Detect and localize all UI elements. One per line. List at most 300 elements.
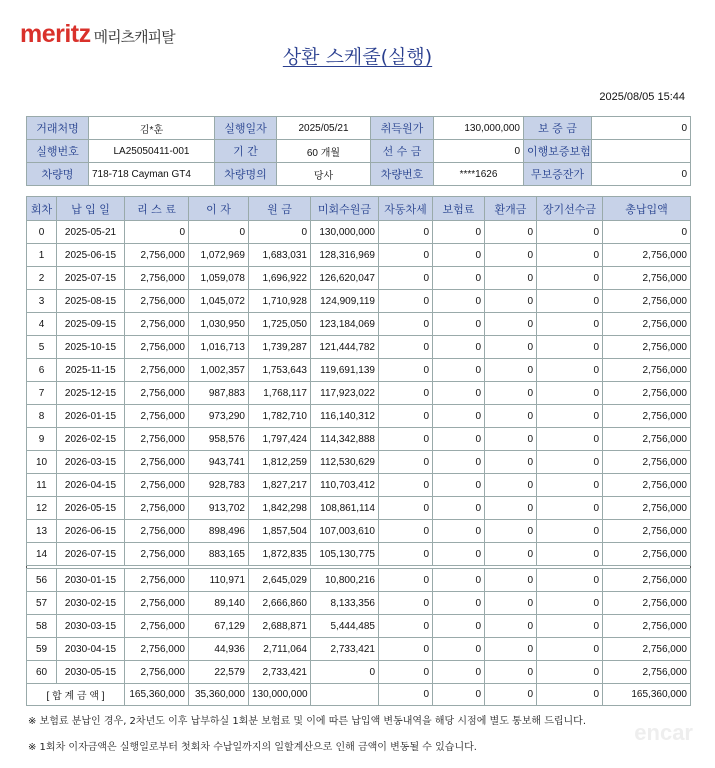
- table-cell: 0: [433, 290, 485, 313]
- table-cell: 1,768,117: [249, 382, 311, 405]
- table-cell: 112,530,629: [311, 451, 379, 474]
- table-row: [27, 428, 691, 451]
- table-cell: 130,000,000: [311, 221, 379, 244]
- table-cell: 108,861,114: [311, 497, 379, 520]
- table-cell: 2026-06-15: [57, 520, 125, 543]
- table-cell: 5,444,485: [311, 615, 379, 638]
- column-header: 장기선수금: [537, 197, 603, 221]
- table-cell: 1,782,710: [249, 405, 311, 428]
- table-cell: 943,741: [189, 451, 249, 474]
- table-cell: 0: [433, 267, 485, 290]
- residual-value: 0: [592, 163, 691, 186]
- info-row: [27, 163, 691, 186]
- table-cell: 0: [433, 244, 485, 267]
- table-cell: 114,342,888: [311, 428, 379, 451]
- table-cell: 0: [433, 221, 485, 244]
- table-cell: 2025-10-15: [57, 336, 125, 359]
- client-label: 거래처명: [27, 117, 89, 140]
- table-cell: 0: [379, 244, 433, 267]
- table-cell: 0: [379, 543, 433, 566]
- exec-date-label: 실행일자: [215, 117, 277, 140]
- table-cell: 58: [27, 615, 57, 638]
- column-header: 자동차세: [379, 197, 433, 221]
- table-cell: 0: [485, 497, 537, 520]
- table-cell: 1,696,922: [249, 267, 311, 290]
- column-header: 환개금: [485, 197, 537, 221]
- table-cell: 5: [27, 336, 57, 359]
- table-cell: 2,756,000: [125, 543, 189, 566]
- period-label: 기 간: [215, 140, 277, 163]
- table-cell: 0: [379, 221, 433, 244]
- table-cell: 110,703,412: [311, 474, 379, 497]
- table-cell: 3: [27, 290, 57, 313]
- table-cell: 0: [433, 520, 485, 543]
- table-cell: 12: [27, 497, 57, 520]
- table-cell: 2,756,000: [603, 336, 691, 359]
- table-cell: 2,756,000: [603, 359, 691, 382]
- table-cell: 958,576: [189, 428, 249, 451]
- table-cell: 2,756,000: [603, 569, 691, 592]
- table-cell: 973,290: [189, 405, 249, 428]
- table-row: [27, 359, 691, 382]
- table-cell: 2030-02-15: [57, 592, 125, 615]
- table-cell: 56: [27, 569, 57, 592]
- table-cell: 0: [379, 661, 433, 684]
- table-cell: 10: [27, 451, 57, 474]
- column-header: 이 자: [189, 197, 249, 221]
- table-cell: 126,620,047: [311, 267, 379, 290]
- table-cell: 0: [125, 221, 189, 244]
- table-cell: 2026-03-15: [57, 451, 125, 474]
- table-cell: 2025-12-15: [57, 382, 125, 405]
- table-row: [27, 405, 691, 428]
- total-cell: 35,360,000: [189, 684, 249, 706]
- table-row: [27, 267, 691, 290]
- table-cell: 1,725,050: [249, 313, 311, 336]
- table-cell: 2: [27, 267, 57, 290]
- table-cell: 2,756,000: [125, 474, 189, 497]
- table-cell: 0: [485, 474, 537, 497]
- table-cell: 0: [485, 244, 537, 267]
- table-cell: 1,045,072: [189, 290, 249, 313]
- table-cell: 0: [433, 569, 485, 592]
- table-cell: 2030-03-15: [57, 615, 125, 638]
- table-cell: 2025-07-15: [57, 267, 125, 290]
- table-cell: 0: [433, 543, 485, 566]
- table-cell: 0: [379, 405, 433, 428]
- column-header: 원 금: [249, 197, 311, 221]
- table-cell: 1,710,928: [249, 290, 311, 313]
- total-cell: 165,360,000: [603, 684, 691, 706]
- table-cell: 0: [537, 661, 603, 684]
- table-cell: 1,683,031: [249, 244, 311, 267]
- table-cell: 0: [433, 474, 485, 497]
- car-name-label: 차량명: [27, 163, 89, 186]
- table-cell: 2026-04-15: [57, 474, 125, 497]
- table-cell: 2,645,029: [249, 569, 311, 592]
- table-cell: 57: [27, 592, 57, 615]
- car-no-value: ****1626: [434, 163, 524, 186]
- table-row: [27, 451, 691, 474]
- table-cell: 2,756,000: [125, 451, 189, 474]
- schedule-body: [27, 221, 691, 706]
- exec-no-value: LA25050411-001: [89, 140, 215, 163]
- table-cell: 2,756,000: [125, 336, 189, 359]
- table-cell: 14: [27, 543, 57, 566]
- table-cell: 119,691,139: [311, 359, 379, 382]
- table-cell: 2,733,421: [311, 638, 379, 661]
- table-cell: 0: [485, 221, 537, 244]
- table-row: [27, 474, 691, 497]
- total-label: [ 합 계 금 액 ]: [27, 684, 125, 706]
- table-cell: 2,756,000: [125, 267, 189, 290]
- table-cell: 883,165: [189, 543, 249, 566]
- table-cell: 0: [189, 221, 249, 244]
- table-cell: 0: [249, 221, 311, 244]
- table-cell: 0: [379, 497, 433, 520]
- exec-no-label: 실행번호: [27, 140, 89, 163]
- table-row: [27, 661, 691, 684]
- client-value: 김*훈: [89, 117, 215, 140]
- table-row: [27, 615, 691, 638]
- car-owner-label: 차량명의: [215, 163, 277, 186]
- table-cell: 0: [537, 244, 603, 267]
- table-cell: 2,756,000: [603, 543, 691, 566]
- table-cell: 898,496: [189, 520, 249, 543]
- table-cell: 0: [433, 359, 485, 382]
- column-header: 총납입액: [603, 197, 691, 221]
- table-cell: 0: [485, 336, 537, 359]
- table-cell: 0: [485, 451, 537, 474]
- table-cell: 4: [27, 313, 57, 336]
- table-cell: 0: [311, 661, 379, 684]
- table-cell: 0: [433, 497, 485, 520]
- table-cell: 0: [379, 592, 433, 615]
- prepay-label: 선 수 금: [371, 140, 434, 163]
- table-cell: 2,756,000: [125, 313, 189, 336]
- table-cell: 0: [379, 569, 433, 592]
- table-cell: 1,030,950: [189, 313, 249, 336]
- acq-price-label: 취득원가: [371, 117, 434, 140]
- table-cell: 59: [27, 638, 57, 661]
- table-cell: 0: [485, 290, 537, 313]
- table-cell: 6: [27, 359, 57, 382]
- info-row: [27, 140, 691, 163]
- table-cell: 67,129: [189, 615, 249, 638]
- table-cell: 0: [433, 313, 485, 336]
- table-row: [27, 497, 691, 520]
- table-cell: 2,756,000: [125, 615, 189, 638]
- table-cell: 0: [537, 290, 603, 313]
- prepay-value: 0: [434, 140, 524, 163]
- table-cell: 2,756,000: [125, 244, 189, 267]
- table-cell: 2026-07-15: [57, 543, 125, 566]
- table-cell: 0: [379, 336, 433, 359]
- total-cell: [311, 684, 379, 706]
- page-title: 상환 스케줄(실행): [282, 46, 433, 68]
- table-cell: 1,059,078: [189, 267, 249, 290]
- table-cell: 117,923,022: [311, 382, 379, 405]
- total-cell: 0: [433, 684, 485, 706]
- table-cell: 0: [485, 661, 537, 684]
- table-cell: 2,711,064: [249, 638, 311, 661]
- table-cell: 123,184,069: [311, 313, 379, 336]
- table-cell: 0: [537, 451, 603, 474]
- table-cell: 2030-01-15: [57, 569, 125, 592]
- table-cell: 105,130,775: [311, 543, 379, 566]
- table-cell: 2,756,000: [125, 382, 189, 405]
- table-cell: 2025-06-15: [57, 244, 125, 267]
- table-row: [27, 244, 691, 267]
- table-cell: 0: [433, 451, 485, 474]
- table-cell: 0: [379, 520, 433, 543]
- table-cell: 124,909,119: [311, 290, 379, 313]
- table-row: [27, 290, 691, 313]
- table-cell: 0: [537, 569, 603, 592]
- table-cell: 2,756,000: [125, 405, 189, 428]
- table-cell: 2,756,000: [603, 520, 691, 543]
- total-cell: 165,360,000: [125, 684, 189, 706]
- table-cell: 928,783: [189, 474, 249, 497]
- table-cell: 10,800,216: [311, 569, 379, 592]
- table-cell: 2,733,421: [249, 661, 311, 684]
- table-cell: 0: [485, 520, 537, 543]
- table-cell: 0: [27, 221, 57, 244]
- table-cell: 0: [537, 497, 603, 520]
- table-cell: 2,756,000: [603, 451, 691, 474]
- table-cell: 121,444,782: [311, 336, 379, 359]
- residual-label: 무보증잔가: [524, 163, 592, 186]
- logo-text-ko: 메리츠캐피탈: [93, 28, 175, 46]
- table-cell: 2,756,000: [125, 638, 189, 661]
- table-cell: 0: [379, 313, 433, 336]
- contract-info-table: [26, 116, 691, 186]
- total-cell: 130,000,000: [249, 684, 311, 706]
- table-cell: 2025-05-21: [57, 221, 125, 244]
- table-cell: 2025-08-15: [57, 290, 125, 313]
- table-cell: 1: [27, 244, 57, 267]
- info-row: [27, 117, 691, 140]
- table-cell: 0: [485, 638, 537, 661]
- table-cell: 2,756,000: [603, 382, 691, 405]
- table-cell: 2,666,860: [249, 592, 311, 615]
- table-cell: 0: [379, 382, 433, 405]
- deposit-value: 0: [592, 117, 691, 140]
- table-cell: 2026-01-15: [57, 405, 125, 428]
- table-cell: 0: [379, 428, 433, 451]
- table-cell: 1,842,298: [249, 497, 311, 520]
- table-cell: 0: [485, 615, 537, 638]
- table-cell: 0: [379, 359, 433, 382]
- table-cell: 2,756,000: [603, 638, 691, 661]
- table-cell: 0: [537, 313, 603, 336]
- table-cell: 0: [537, 336, 603, 359]
- table-cell: 0: [485, 592, 537, 615]
- table-cell: 116,140,312: [311, 405, 379, 428]
- table-row: [27, 569, 691, 592]
- table-cell: 2030-05-15: [57, 661, 125, 684]
- table-cell: 0: [537, 615, 603, 638]
- table-cell: 0: [485, 382, 537, 405]
- table-row: [27, 313, 691, 336]
- table-cell: 2,756,000: [603, 290, 691, 313]
- table-cell: 0: [379, 290, 433, 313]
- total-cell: 0: [537, 684, 603, 706]
- table-cell: 2,756,000: [603, 661, 691, 684]
- table-cell: 2,756,000: [125, 359, 189, 382]
- table-cell: 0: [433, 592, 485, 615]
- table-cell: 128,316,969: [311, 244, 379, 267]
- table-row: [27, 382, 691, 405]
- table-cell: 0: [485, 267, 537, 290]
- table-cell: 2026-02-15: [57, 428, 125, 451]
- table-cell: 0: [537, 382, 603, 405]
- column-header: 리 스 료: [125, 197, 189, 221]
- table-cell: 2,756,000: [125, 428, 189, 451]
- table-cell: 2,756,000: [603, 405, 691, 428]
- column-header: 납 입 일: [57, 197, 125, 221]
- car-name-value: 718-718 Cayman GT4: [89, 163, 215, 186]
- table-cell: 60: [27, 661, 57, 684]
- table-cell: 89,140: [189, 592, 249, 615]
- table-cell: 110,971: [189, 569, 249, 592]
- table-cell: 1,739,287: [249, 336, 311, 359]
- table-cell: 2,756,000: [125, 592, 189, 615]
- table-cell: 0: [537, 267, 603, 290]
- table-cell: 0: [379, 267, 433, 290]
- table-cell: 1,812,259: [249, 451, 311, 474]
- table-cell: 22,579: [189, 661, 249, 684]
- table-cell: 2,756,000: [125, 661, 189, 684]
- deposit-label: 보 증 금: [524, 117, 592, 140]
- table-cell: 0: [485, 359, 537, 382]
- table-cell: 2,756,000: [125, 290, 189, 313]
- table-cell: 13: [27, 520, 57, 543]
- table-row: [27, 543, 691, 566]
- table-cell: 1,002,357: [189, 359, 249, 382]
- column-header: 보험료: [433, 197, 485, 221]
- table-cell: 2,756,000: [603, 428, 691, 451]
- table-cell: 1,872,835: [249, 543, 311, 566]
- table-cell: 1,797,424: [249, 428, 311, 451]
- car-owner-value: 당사: [277, 163, 371, 186]
- period-value: 60 개월: [277, 140, 371, 163]
- table-row: [27, 221, 691, 244]
- table-cell: 0: [485, 569, 537, 592]
- guarantee-ins-value: [592, 140, 691, 163]
- table-cell: 1,857,504: [249, 520, 311, 543]
- acq-price-value: 130,000,000: [434, 117, 524, 140]
- table-cell: 0: [537, 221, 603, 244]
- column-header: 미회수원금: [311, 197, 379, 221]
- table-cell: 107,003,610: [311, 520, 379, 543]
- table-cell: 0: [485, 405, 537, 428]
- car-no-label: 차량번호: [371, 163, 434, 186]
- table-cell: 44,936: [189, 638, 249, 661]
- table-cell: 2,756,000: [125, 569, 189, 592]
- table-cell: 0: [485, 313, 537, 336]
- table-cell: 0: [537, 592, 603, 615]
- logo-text-en: meritz: [20, 20, 91, 48]
- table-cell: 2025-09-15: [57, 313, 125, 336]
- print-datetime: 2025/08/05 15:44: [599, 91, 685, 103]
- table-cell: 0: [537, 359, 603, 382]
- table-cell: 7: [27, 382, 57, 405]
- guarantee-ins-label: 이행보증보험: [524, 140, 592, 163]
- table-cell: 0: [485, 543, 537, 566]
- table-cell: 0: [433, 661, 485, 684]
- table-row: [27, 336, 691, 359]
- table-cell: 0: [603, 221, 691, 244]
- table-cell: 2,756,000: [125, 497, 189, 520]
- table-cell: 0: [433, 336, 485, 359]
- table-cell: 0: [379, 638, 433, 661]
- table-cell: 0: [433, 382, 485, 405]
- table-cell: 9: [27, 428, 57, 451]
- table-cell: 1,753,643: [249, 359, 311, 382]
- table-cell: 2030-04-15: [57, 638, 125, 661]
- table-cell: 0: [379, 474, 433, 497]
- table-cell: 0: [537, 543, 603, 566]
- table-cell: 2,756,000: [603, 244, 691, 267]
- table-cell: 913,702: [189, 497, 249, 520]
- table-cell: 987,883: [189, 382, 249, 405]
- table-cell: 2,756,000: [603, 615, 691, 638]
- table-cell: 2,756,000: [603, 267, 691, 290]
- column-header: 회차: [27, 197, 57, 221]
- table-cell: 1,016,713: [189, 336, 249, 359]
- table-cell: 2,756,000: [603, 474, 691, 497]
- table-cell: 0: [537, 428, 603, 451]
- table-cell: 0: [537, 638, 603, 661]
- table-cell: 0: [433, 405, 485, 428]
- table-cell: 0: [379, 615, 433, 638]
- note-interest: ※ 1회차 이자금액은 실행일로부터 첫회차 수납일까지의 일할계산으로 인해 금액이 변동될 수 있습니다.: [28, 742, 477, 753]
- table-cell: 2026-05-15: [57, 497, 125, 520]
- repayment-schedule-table: [26, 196, 691, 706]
- table-cell: 2,756,000: [603, 313, 691, 336]
- table-cell: 2025-11-15: [57, 359, 125, 382]
- table-row: [27, 592, 691, 615]
- table-cell: 0: [537, 405, 603, 428]
- table-row: [27, 520, 691, 543]
- table-cell: 0: [433, 638, 485, 661]
- table-cell: 8: [27, 405, 57, 428]
- table-cell: 2,756,000: [603, 592, 691, 615]
- table-cell: 2,688,871: [249, 615, 311, 638]
- total-cell: 0: [379, 684, 433, 706]
- table-cell: 11: [27, 474, 57, 497]
- table-cell: 8,133,356: [311, 592, 379, 615]
- table-cell: 0: [433, 615, 485, 638]
- watermark: encar: [634, 720, 693, 745]
- table-cell: 0: [485, 428, 537, 451]
- table-cell: 0: [379, 451, 433, 474]
- table-cell: 1,827,217: [249, 474, 311, 497]
- exec-date-value: 2025/05/21: [277, 117, 371, 140]
- total-row: [27, 684, 691, 706]
- table-cell: 0: [537, 520, 603, 543]
- table-cell: 0: [433, 428, 485, 451]
- note-insurance: ※ 보험료 분납인 경우, 2차년도 이후 납부하실 1회분 보험료 및 이에 따른 납입액 변동내역을 해당 시점에 별도 통보해 드립니다.: [28, 716, 587, 727]
- table-cell: 0: [537, 474, 603, 497]
- table-cell: 2,756,000: [603, 497, 691, 520]
- table-cell: 2,756,000: [125, 520, 189, 543]
- table-row: [27, 638, 691, 661]
- schedule-header-row: [27, 197, 691, 221]
- total-cell: 0: [485, 684, 537, 706]
- table-cell: 1,072,969: [189, 244, 249, 267]
